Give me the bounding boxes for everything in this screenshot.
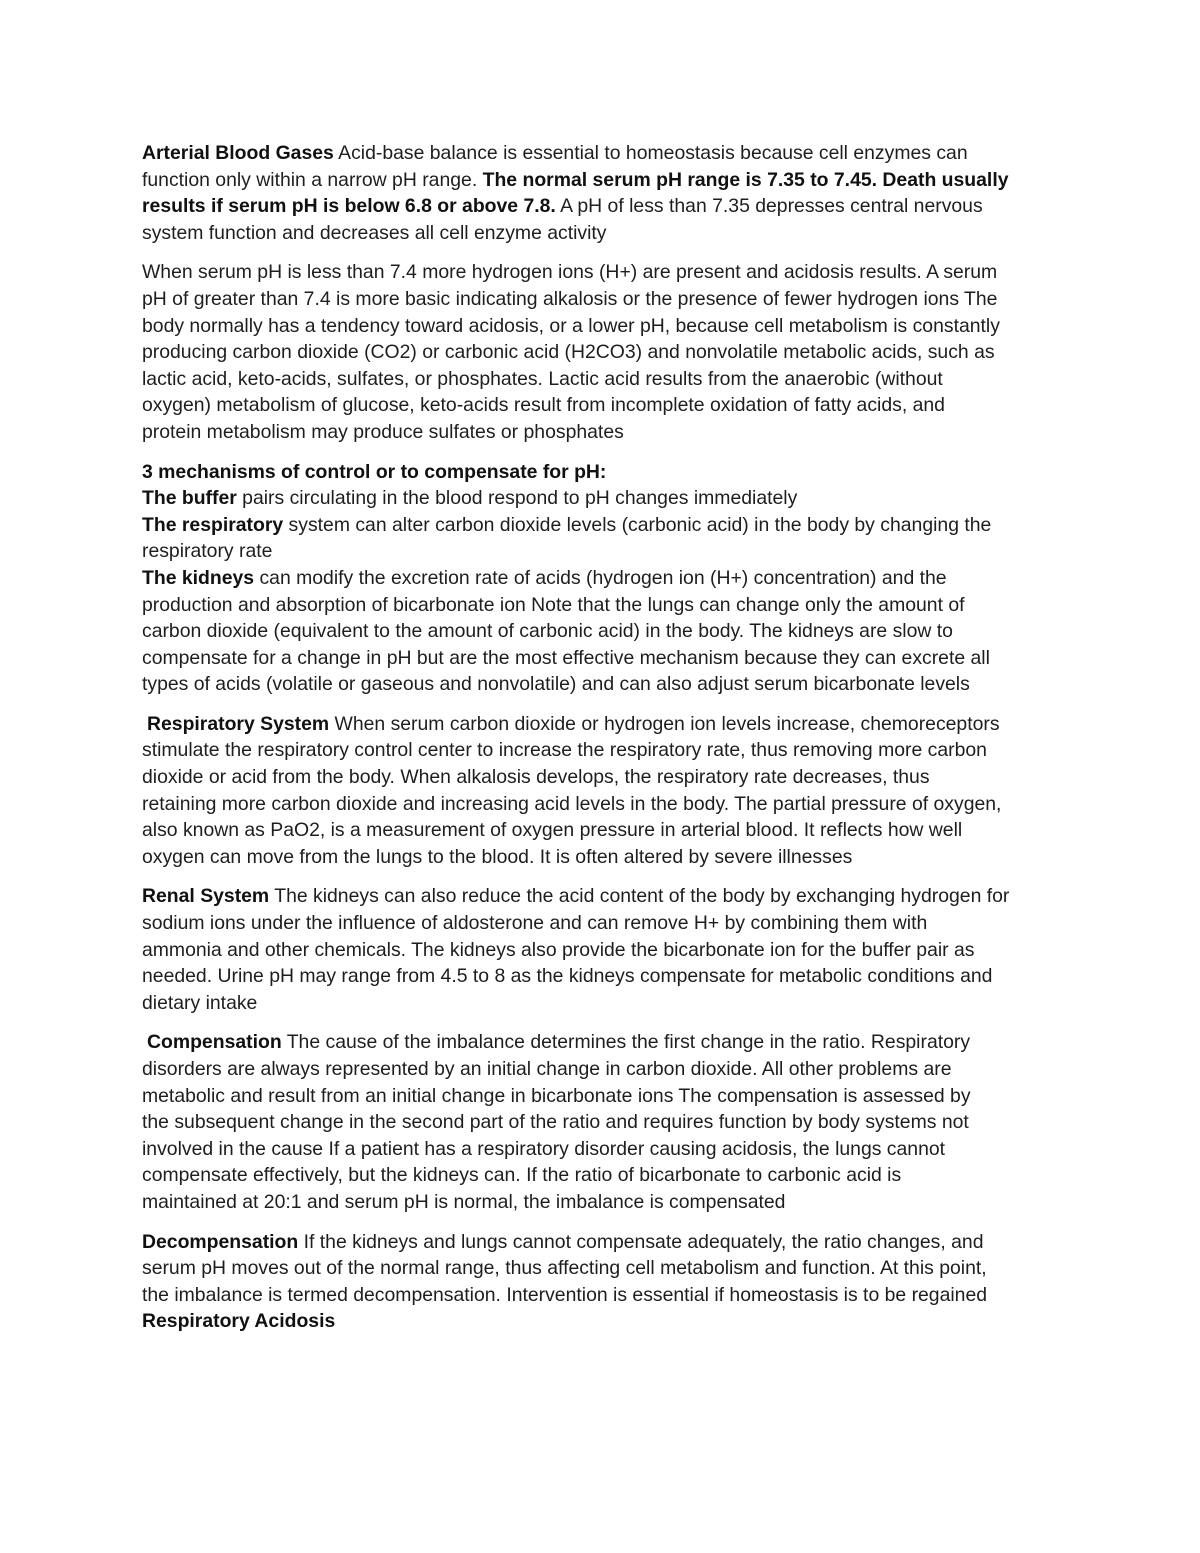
paragraph-respiratory-system (142, 711, 1062, 871)
text-line: the imbalance is termed decompensation. Intervention is essential if homeostasis is to be regained (142, 1283, 988, 1306)
text-line: respiratory rate (142, 540, 273, 563)
text-line: metabolic and result from an initial change in bicarbonate ions The compensation is assessed by (142, 1084, 971, 1107)
heading-mechanisms: 3 mechanisms of control or to compensate for pH: (142, 460, 607, 483)
text-line: also known as PaO2, is a measurement of oxygen pressure in arterial blood. It reflects how well (142, 819, 963, 842)
text-line: ammonia and other chemicals. The kidneys also provide the bicarbonate ion for the buffer pair as (142, 938, 975, 961)
text-line: needed. Urine pH may range from 4.5 to 8 as the kidneys compensate for metabolic conditions and (142, 965, 993, 988)
heading-renal-system: Renal System (142, 885, 270, 908)
text-line: disorders are always represented by an initial change in carbon dioxide. All other problems are (142, 1058, 952, 1080)
text-line: The respiratory system can alter carbon dioxide levels (carbonic acid) in the body by changing the (142, 513, 992, 536)
text-line: dioxide or acid from the body. When alkalosis develops, the respiratory rate decreases, thus (142, 766, 930, 789)
document-page (142, 140, 1062, 1348)
text-line: producing carbon dioxide (CO2) or carbonic acid (H2CO3) and nonvolatile metabolic acids, such as (142, 341, 995, 364)
text-line: serum pH moves out of the normal range, thus affecting cell metabolism and function. At this point, (142, 1257, 987, 1280)
paragraph-arterial-blood-gases (142, 140, 1062, 246)
text-line: body normally has a tendency toward acidosis, or a lower pH, because cell metabolism is constantly (142, 314, 1000, 337)
text-line: The kidneys can modify the excretion rate of acids (hydrogen ion (H+) concentration) and the (142, 566, 947, 589)
text-line: pH of greater than 7.4 is more basic indicating alkalosis or the presence of fewer hydrogen ions The (142, 287, 998, 310)
text-line: compensate effectively, but the kidneys can. If the ratio of bicarbonate to carbonic acid is (142, 1164, 902, 1187)
heading-decompensation: Decompensation (142, 1230, 299, 1253)
text-line (142, 459, 1062, 486)
text-line: protein metabolism may produce sulfates or phosphates (142, 420, 624, 443)
text-line: Renal System The kidneys can also reduce the acid content of the body by exchanging hydrogen for (142, 885, 1010, 908)
text-line: maintained at 20:1 and serum pH is normal, the imbalance is compensated (142, 1190, 786, 1213)
text-line: lactic acid, keto-acids, sulfates, or phosphates. Lactic acid results from the anaerobic (without (142, 367, 943, 390)
text-line: production and absorption of bicarbonate ion Note that the lungs can change only the amount of (142, 593, 965, 616)
text-line: the subsequent change in the second part of the ratio and requires function by body systems not (142, 1111, 969, 1134)
text-line: oxygen) metabolism of glucose, keto-acids result from incomplete oxidation of fatty acids, and (142, 394, 945, 417)
heading-arterial-blood-gases: Arterial Blood Gases (142, 142, 334, 164)
text-line: When serum pH is less than 7.4 more hydrogen ions (H+) are present and acidosis results. A serum (142, 261, 998, 284)
heading-respiratory-system: Respiratory System (147, 712, 330, 735)
paragraph-serum-ph (142, 259, 1062, 445)
text-line (142, 1308, 1062, 1335)
paragraph-renal-system (142, 883, 1062, 1016)
text-line: types of acids (volatile or gaseous and nonvolatile) and can also adjust serum bicarbonate levels (142, 673, 970, 696)
text-line: The buffer pairs circulating in the blood respond to pH changes immediately (142, 487, 798, 510)
text-line: Compensation The cause of the imbalance determines the first change in the ratio. Respiratory (147, 1031, 971, 1054)
text-line: Arterial Blood Gases Acid-base balance is essential to homeostasis because cell enzymes can (142, 142, 968, 164)
text-line: oxygen can move from the lungs to the blood. It is often altered by severe illnesses (142, 845, 853, 868)
text-line: compensate for a change in pH but are the most effective mechanism because they can excrete all (142, 646, 990, 669)
text-line: stimulate the respiratory control center to increase the respiratory rate, thus removing more carbon (142, 739, 987, 762)
heading-respiratory-acidosis: Respiratory Acidosis (142, 1310, 336, 1333)
paragraph-mechanisms (142, 459, 1062, 698)
text-line: dietary intake (142, 991, 258, 1014)
paragraph-decompensation (142, 1229, 1062, 1335)
heading-compensation: Compensation (147, 1031, 282, 1054)
text-line: function only within a narrow pH range. The normal serum pH range is 7.35 to 7.45. Death usually (142, 168, 1009, 191)
text-line: retaining more carbon dioxide and increasing acid levels in the body. The partial pressure of oxygen, (142, 792, 1002, 815)
text-line: sodium ions under the influence of aldosterone and can remove H+ by combining them with (142, 912, 928, 935)
text-line: system function and decreases all cell enzyme activity (142, 221, 607, 244)
paragraph-compensation (142, 1029, 1062, 1215)
text-line: Respiratory System When serum carbon dioxide or hydrogen ion levels increase, chemoreceptors (147, 712, 1000, 735)
text-line: involved in the cause If a patient has a respiratory disorder causing acidosis, the lungs cannot (142, 1137, 946, 1160)
text-line: carbon dioxide (equivalent to the amount of carbonic acid) in the body. The kidneys are slow to (142, 620, 953, 643)
text-line: results if serum pH is below 6.8 or above 7.8. A pH of less than 7.35 depresses central nervous (142, 195, 983, 218)
text-line: Decompensation If the kidneys and lungs cannot compensate adequately, the ratio changes, and (142, 1230, 984, 1253)
